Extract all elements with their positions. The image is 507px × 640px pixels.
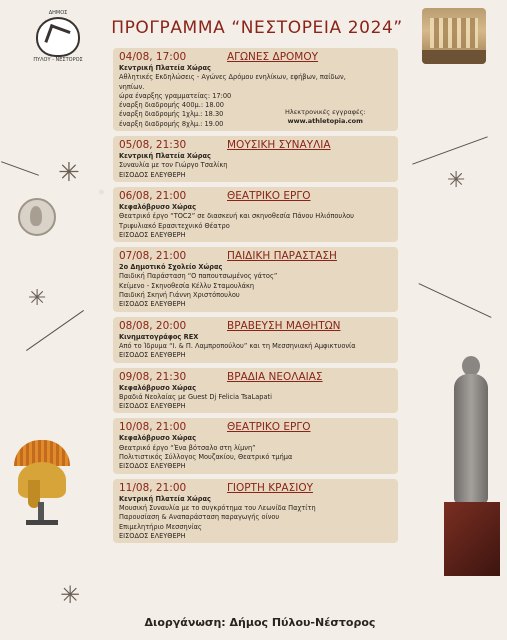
event-date: 04/08, 17:00: [119, 51, 187, 63]
event-detail-line: Κεφαλόβρυσο Χώρας: [119, 434, 196, 443]
event-name: ΘΕΑΤΡΙΚΟ ΕΡΓΟ: [227, 189, 311, 202]
event-detail-line: 2ο Δημοτικό Σχολείο Χώρας: [119, 263, 223, 272]
event-detail-line: ΕΙΣΟΔΟΣ ΕΛΕΥΘΕΡΗ: [119, 462, 186, 471]
municipality-logo: [28, 10, 88, 68]
event-detail-line: Θεατρικό έργο “Ένα βότσαλο στη λίμνη”: [119, 443, 256, 452]
sparkle-icon: ✳: [447, 168, 466, 193]
event-name: ΒΡΑΒΕΥΣΗ ΜΑΘΗΤΩΝ: [227, 319, 341, 332]
event-name: ΠΑΙΔΙΚΗ ΠΑΡΑΣΤΑΣΗ: [227, 250, 337, 263]
event-name: ΑΓΩΝΕΣ ΔΡΟΜΟΥ: [227, 51, 319, 63]
spartan-helmet-icon: [8, 440, 80, 530]
event-detail-line: ΕΙΣΟΔΟΣ ΕΛΕΥΘΕΡΗ: [119, 351, 186, 360]
event-detail-line: Συναυλία με τον Γιώργο Τσαλίκη: [119, 161, 228, 170]
event-detail-line: νηπίων.: [119, 82, 145, 91]
organizer-text: Διοργάνωση: Δήμος Πύλου-Νέστορος: [144, 616, 376, 629]
sparkle-icon: ✳: [60, 581, 81, 609]
event-detail-line: Παρουσίαση & Αναπαράσταση παραγωγής οίνου: [119, 513, 280, 522]
logo-seal-icon: [36, 17, 80, 57]
event-card: [113, 479, 398, 543]
event-card: [113, 368, 398, 414]
page-title: ΠΡΟΓΡΑΜΜΑ “ΝΕΣΤΟΡΕΙΑ 2024”: [111, 18, 403, 38]
event-detail-line: ΕΙΣΟΔΟΣ ΕΛΕΥΘΕΡΗ: [119, 300, 186, 309]
event-card: [113, 48, 398, 131]
event-detail-line: Παιδική Παράσταση “Ο παπουτσωμένος γάτος”: [119, 272, 278, 281]
event-date: 10/08, 21:00: [119, 421, 187, 434]
event-name: ΓΙΟΡΤΗ ΚΡΑΣΙΟΥ: [227, 481, 313, 494]
ancient-coin-icon: [18, 198, 56, 236]
event-name: ΜΟΥΣΙΚΗ ΣΥΝΑΥΛΙΑ: [227, 139, 331, 152]
event-header: [119, 481, 392, 495]
event-card: [113, 136, 398, 182]
registration-info: [285, 108, 366, 126]
event-detail-line: έναρξη διαδρομής 8χλμ.: 19.00: [119, 119, 224, 128]
event-card: [113, 317, 398, 363]
event-detail-line: έναρξη διαδρομής 1χλμ.: 18.30: [119, 110, 224, 119]
event-header: [119, 50, 392, 64]
event-detail-line: ώρα έναρξης γραμματείας: 17:00: [119, 91, 232, 100]
statue-icon: [444, 356, 500, 580]
registration-label: Ηλεκτρονικές εγγραφές:: [285, 108, 366, 116]
event-detail-line: ΕΙΣΟΔΟΣ ΕΛΕΥΘΕΡΗ: [119, 402, 186, 411]
event-header: [119, 138, 392, 152]
museum-hall-image: [422, 8, 486, 64]
decorative-line: [1, 161, 39, 176]
event-date: 07/08, 21:00: [119, 250, 187, 263]
event-detail-line: Κεντρική Πλατεία Χώρας: [119, 494, 211, 503]
event-detail-line: Θεατρικό έργο “ΤΟC2” σε διασκευή και σκηνοθεσία Πάνου Ηλιόπουλου: [119, 212, 355, 221]
event-detail-line: Κεφαλόβρυσο Χώρας: [119, 383, 196, 392]
decorative-line: [412, 136, 488, 164]
events-list: [113, 48, 398, 548]
event-card: [113, 247, 398, 311]
event-detail-line: Επιμελητήριο Μεσσηνίας: [119, 522, 202, 531]
event-detail-line: Παιδική Σκηνή Γιάννη Χριστόπουλου: [119, 291, 240, 300]
event-name: ΒΡΑΔΙΑ ΝΕΟΛΑΙΑΣ: [227, 370, 323, 383]
sparkle-icon: ✳: [58, 158, 80, 188]
event-header: [119, 319, 392, 333]
event-detail-line: Κεντρική Πλατεία Χώρας: [119, 64, 211, 72]
event-detail-line: Κεντρική Πλατεία Χώρας: [119, 152, 211, 161]
event-detail-line: Πολιτιστικός Σύλλογος Μουζακίου, Θεατρικό τμήμα: [119, 453, 293, 462]
event-detail-line: ΕΙΣΟΔΟΣ ΕΛΕΥΘΕΡΗ: [119, 170, 186, 179]
event-detail-line: έναρξη διαδρομής 400μ.: 18.00: [119, 101, 225, 110]
event-detail-line: Κείμενο - Σκηνοθεσία Κέλλυ Σταμουλάκη: [119, 281, 255, 290]
decorative-line: [419, 283, 492, 318]
event-detail-line: Βραδιά Νεολαίας με Guest Dj Felicia TsaLapati: [119, 392, 272, 401]
event-card: [113, 418, 398, 473]
event-date: 08/08, 20:00: [119, 319, 187, 332]
logo-top-text: ΔΗΜΟΣ: [48, 10, 68, 16]
event-card: [113, 187, 398, 242]
sparkle-icon: ✳: [28, 286, 47, 311]
event-header: [119, 189, 392, 203]
event-detail-line: ΕΙΣΟΔΟΣ ΕΛΕΥΘΕΡΗ: [119, 531, 186, 540]
event-header: [119, 370, 392, 384]
event-detail-line: Τριφυλιακό Ερασιτεχνικό Θέατρο: [119, 221, 230, 230]
event-detail-line: Από το Ίδρυμα “Ι. & Π. Λαμπροπούλου” και τη Μεσσηνιακή Αμφικτυονία: [119, 341, 356, 350]
logo-bottom-text: ΠΥΛΟΥ - ΝΕΣΤΟΡΟΣ: [33, 57, 83, 63]
event-name: ΘΕΑΤΡΙΚΟ ΕΡΓΟ: [227, 421, 311, 434]
decorative-line: [26, 310, 84, 351]
event-detail-line: Κινηματογράφος REX: [119, 332, 199, 341]
event-date: 09/08, 21:30: [119, 370, 187, 383]
event-detail-line: Κεφαλόβρυσο Χώρας: [119, 202, 196, 211]
event-date: 05/08, 21:30: [119, 139, 187, 152]
event-date: 11/08, 21:00: [119, 481, 187, 494]
registration-link[interactable]: www.athletopia.com: [287, 117, 363, 125]
event-header: [119, 249, 392, 263]
event-date: 06/08, 21:00: [119, 189, 187, 202]
event-header: [119, 420, 392, 434]
event-detail-line: ΕΙΣΟΔΟΣ ΕΛΕΥΘΕΡΗ: [119, 230, 186, 239]
event-detail-line: Μουσική Συναυλία με το συγκρότημα του Λεωνίδα Παχτίτη: [119, 503, 316, 512]
event-detail-line: Αθλητικές Εκδηλώσεις - Αγώνες Δρόμου ενηλίκων, εφήβων, παίδων,: [119, 73, 346, 82]
